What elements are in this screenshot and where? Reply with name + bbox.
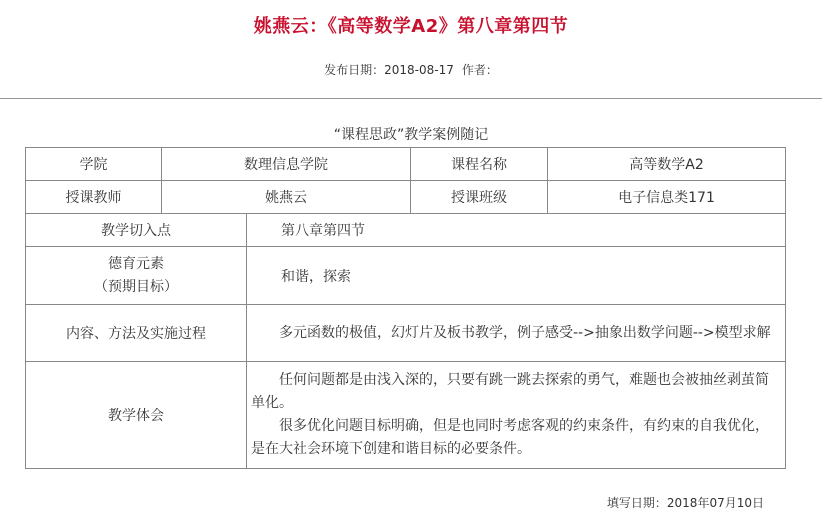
fill-date-line bbox=[607, 494, 764, 511]
table-row bbox=[26, 305, 786, 362]
moral-element-label bbox=[26, 247, 247, 305]
teacher-label: 授课教师 bbox=[26, 181, 162, 214]
teacher-value: 姚燕云 bbox=[162, 181, 411, 214]
article-title: 姚燕云：《高等数学A2》第八章第四节 bbox=[253, 16, 569, 37]
content-method-value: 多元函数的极值，幻灯片及板书教学，例子感受-->抽象出数学问题-->模型求解 bbox=[247, 305, 786, 362]
moral-element-label-line1: 德育元素 bbox=[108, 255, 164, 272]
class-label: 授课班级 bbox=[411, 181, 548, 214]
fill-date: 2018年07月10日 bbox=[666, 496, 764, 510]
table-row bbox=[26, 181, 786, 214]
table-row bbox=[26, 214, 786, 247]
moral-element-label-line2: （预期目标） bbox=[94, 278, 178, 295]
class-value: 电子信息类171 bbox=[548, 181, 786, 214]
fill-date-label: 填写日期： bbox=[606, 496, 667, 510]
moral-element-value: 和谐，探索 bbox=[247, 247, 786, 305]
publish-date-label: 发布日期： bbox=[324, 63, 385, 77]
entry-point-value: 第八章第四节 bbox=[247, 214, 786, 247]
reflection-label: 教学体会 bbox=[26, 362, 247, 469]
college-label: 学院 bbox=[26, 148, 162, 181]
header-divider bbox=[0, 98, 822, 99]
reflection-paragraph-2: 很多优化问题目标明确，但是也同时考虑客观的约束条件，有约束的自我优化，是在大社会环境下创建和谐目标的必要条件。 bbox=[251, 418, 769, 457]
teaching-case-table bbox=[25, 147, 786, 469]
entry-point-label: 教学切入点 bbox=[26, 214, 247, 247]
reflection-value bbox=[247, 362, 786, 469]
table-row bbox=[26, 148, 786, 181]
course-value: 高等数学A2 bbox=[548, 148, 786, 181]
publish-date: 2018-08-17 bbox=[384, 63, 454, 77]
author-label: 作者： bbox=[461, 63, 498, 77]
table-row bbox=[26, 362, 786, 469]
content-method-label: 内容、方法及实施过程 bbox=[26, 305, 247, 362]
document-heading: “课程思政”教学案例随记 bbox=[333, 127, 489, 143]
college-value: 数理信息学院 bbox=[162, 148, 411, 181]
table-row bbox=[26, 247, 786, 305]
reflection-paragraph-1: 任何问题都是由浅入深的，只要有跳一跳去探索的勇气，难题也会被抽丝剥茧简单化。 bbox=[251, 372, 769, 411]
course-label: 课程名称 bbox=[411, 148, 548, 181]
article-meta bbox=[0, 61, 822, 78]
